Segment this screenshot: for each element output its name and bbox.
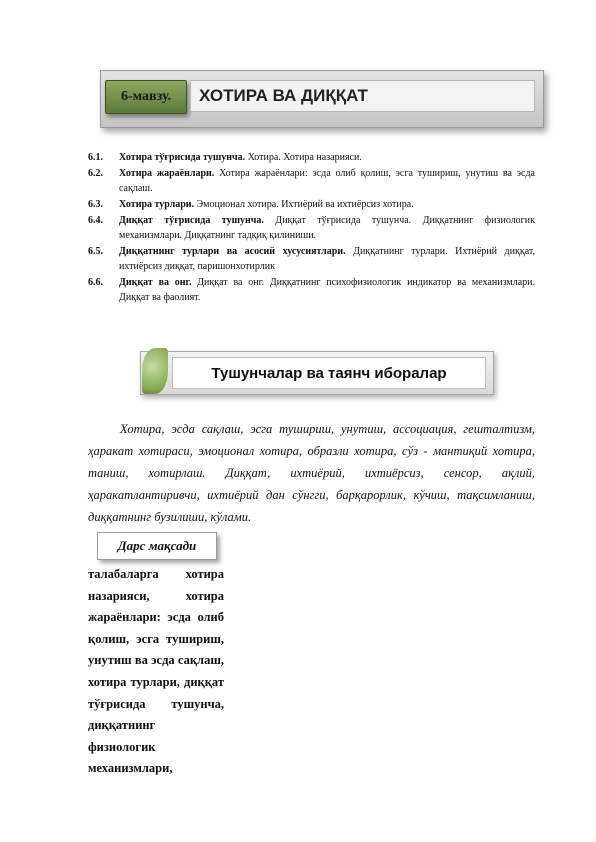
list-item-body: Хотира жараёнлари: эсда олиб қолиш, эсга тушириш, унутиш ва эсда сақлаш. xyxy=(119,168,535,194)
list-item-heading: Хотира турлари. xyxy=(119,199,195,210)
concepts-paragraph: Хотира, эсда сақлаш, эсга тушириш, унутиш, ассоциация, гешталтизм, ҳаракат хотираси, эмоционал хотира, образли хотира, сўз - мантиқий хотира, таниш, хотирлаш. Диққат, ихтиёрий, ихтиёрсиз, сенсор, ақлий, ҳаракатлантиривчи, ихтиёрий дан сўнгги, барқарорлик, кўчиш, тақсимланиш, диққатнинг бузилиши, кўлами. xyxy=(88,422,535,524)
list-item-text xyxy=(119,197,535,212)
topic-number-tag: 6-мавзу. xyxy=(105,80,187,114)
list-item-number: 6.1. xyxy=(88,152,103,163)
leaf-icon xyxy=(142,348,168,394)
list-item-text xyxy=(119,150,535,165)
list-item-heading: Диққатнинг турлари ва асосий хусусиятлари. xyxy=(119,246,346,257)
list-item-body: Диққат тўғрисида тушунча. Диққатнинг физиологик механизмлари. Диққатнинг тадқиқ қилиниши. xyxy=(119,215,535,241)
lesson-goal-text: талабаларга хотира назарияси, хотира жараёнлари: эсда олиб қолиш, эсга тушириш, унутиш ва эсда сақлаш, хотира турлари, диққат тўғрисида тушунча, диққатнинг физиологик механизмлари, xyxy=(88,567,224,776)
list-item-body: Диққат ва онг. Диққатнинг психофизиологик индикатор ва механизмлари. Диққат ва фаолият. xyxy=(119,277,535,303)
list-item xyxy=(88,244,535,274)
lesson-goal-label: Дарс мақсади xyxy=(97,532,217,560)
list-item-body: Хотира. Хотира назарияси. xyxy=(245,152,362,163)
list-item-number: 6.5. xyxy=(88,246,103,257)
list-item-heading: Диққат ва онг. xyxy=(119,277,192,288)
list-item-heading: Диққат тўғрисида тушунча. xyxy=(119,215,264,226)
list-item xyxy=(88,166,535,196)
list-item-heading: Хотира жараёнлари. xyxy=(119,168,215,179)
list-item-number: 6.6. xyxy=(88,277,103,288)
list-item-body: Эмоционал хотира. Ихтиёрий ва ихтиёрсиз хотира. xyxy=(194,199,414,210)
list-item-number: 6.3. xyxy=(88,199,103,210)
page-title: ХОТИРА ВА ДИҚҚАТ xyxy=(190,80,535,112)
topic-list xyxy=(88,150,535,306)
list-item xyxy=(88,150,535,165)
list-item-text xyxy=(119,213,535,243)
list-item-heading: Хотира тўғрисида тушунча. xyxy=(119,152,246,163)
list-item xyxy=(88,197,535,212)
concepts-title: Тушунчалар ва таянч иборалар xyxy=(172,357,486,389)
list-item-number: 6.4. xyxy=(88,215,103,226)
list-item-text xyxy=(119,166,535,196)
list-item-number: 6.2. xyxy=(88,168,103,179)
list-item-body: Диққатнинг турлари. Ихтиёрий диққат, ихтиёрсиз диққат, паришонхотирлик xyxy=(119,246,535,272)
list-item-text xyxy=(119,244,535,274)
list-item xyxy=(88,275,535,305)
list-item-text xyxy=(119,275,535,305)
list-item xyxy=(88,213,535,243)
